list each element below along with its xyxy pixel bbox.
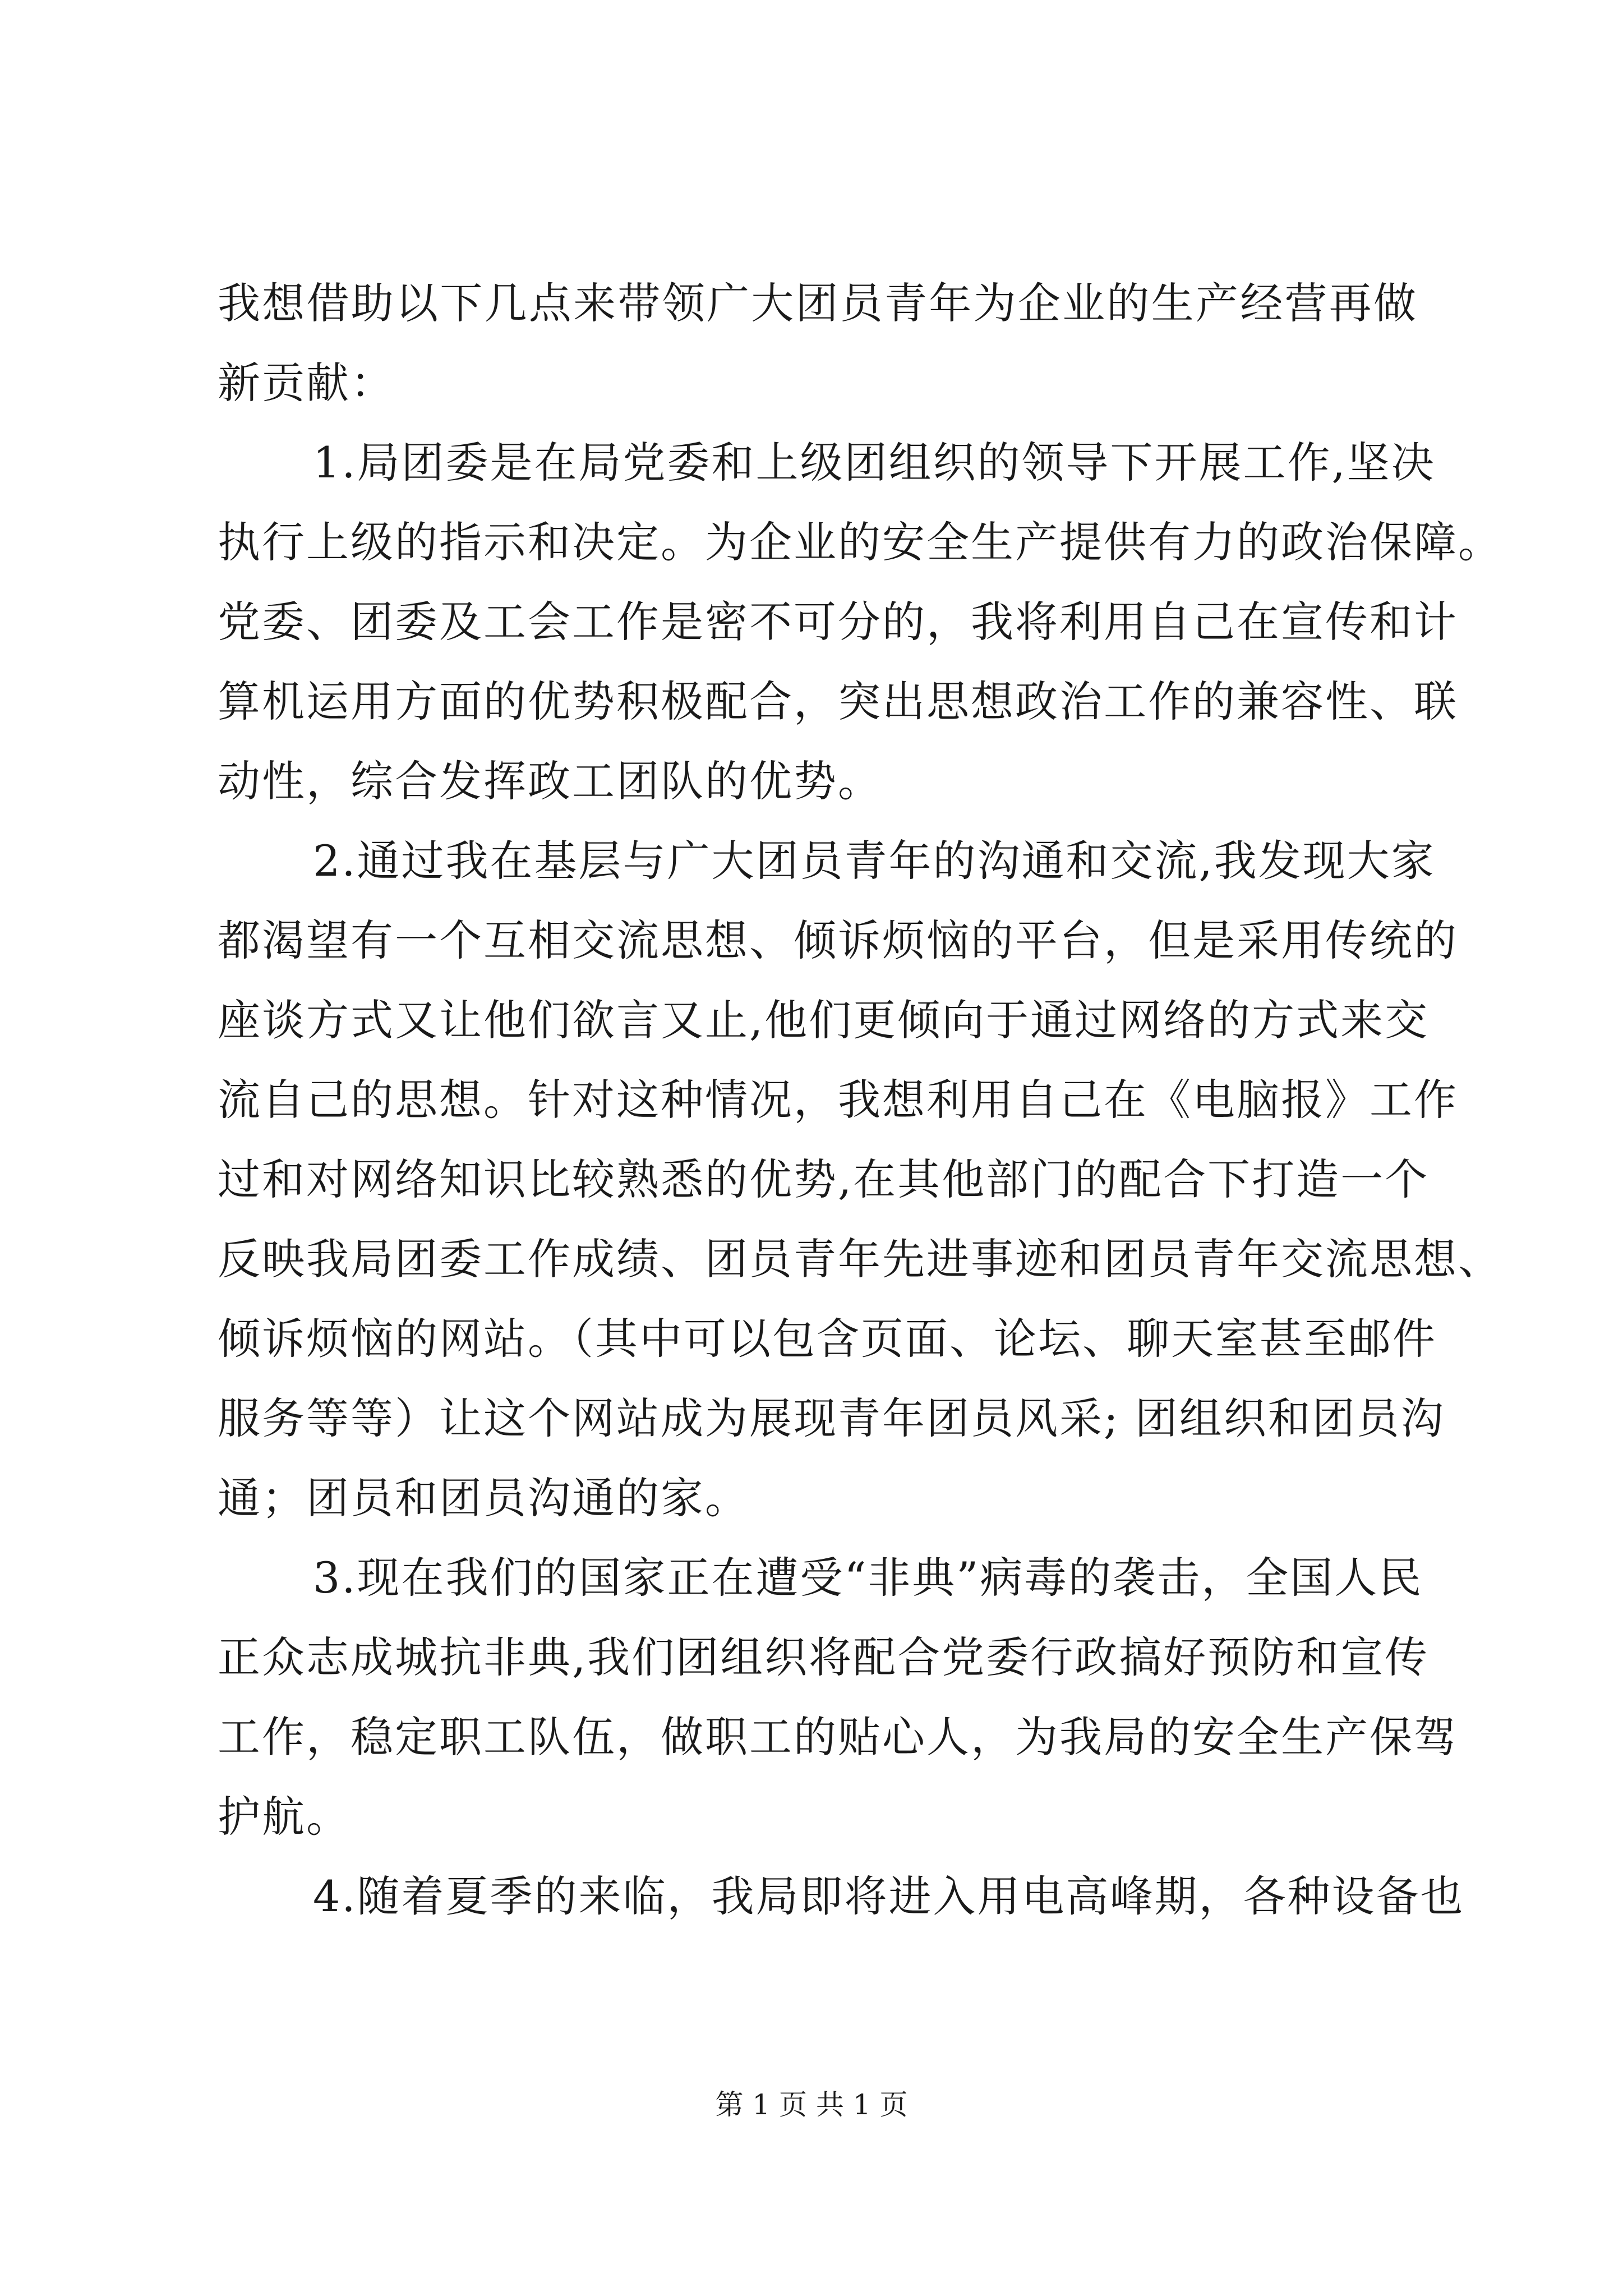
text-line: 都渴望有一个互相交流思想、倾诉烦恼的平台，但是采用传统的 [218,915,1458,965]
text-line: 3.现在我们的国家正在遭受“非典”病毒的袭击，全国人民 [313,1553,1423,1603]
text-line: 我想借助以下几点来带领广大团员青年为企业的生产经营再做 [218,278,1418,328]
text-line: 算机运用方面的优势积极配合，突出思想政治工作的兼容性、联 [218,677,1458,726]
text-line: 护航。 [218,1792,351,1842]
text-line: 工作，稳定职工队伍，做职工的贴心人，为我局的安全生产保驾 [218,1712,1458,1762]
text-line: 党委、团委及工会工作是密不可分的，我将利用自己在宣传和计 [218,597,1458,647]
text-line: 1.局团委是在局党委和上级团组织的领导下开展工作,坚决 [313,438,1436,487]
text-line: 新贡献： [218,358,395,408]
text-line: 4.随着夏季的来临，我局即将进入用电高峰期，各种设备也 [313,1871,1465,1921]
text-line: 正众志成城抗非典,我们团组织将配合党委行政搞好预防和宣传 [218,1632,1430,1682]
text-line: 过和对网络知识比较熟悉的优势,在其他部门的配合下打造一个 [218,1154,1430,1204]
text-line: 执行上级的指示和决定。为企业的安全生产提供有力的政治保障。 [218,517,1502,567]
text-line: 反映我局团委工作成绩、团员青年先进事迹和团员青年交流思想、 [218,1234,1502,1284]
text-line: 座谈方式又让他们欲言又止,他们更倾向于通过网络的方式来交 [218,995,1430,1045]
page-footer: 第 1 页 共 1 页 [715,2088,908,2121]
text-line: 流自己的思想。针对这种情况，我想利用自己在《电脑报》工作 [218,1075,1458,1125]
text-line: 通；团员和团员沟通的家。 [218,1473,749,1523]
text-line: 服务等等）让这个网站成为展现青年团员风采; 团组织和团员沟 [218,1393,1445,1443]
text-line: 倾诉烦恼的网站。（其中可以包含页面、论坛、聊天室甚至邮件 [218,1314,1437,1364]
text-line: 动性，综合发挥政工团队的优势。 [218,756,882,806]
text-line: 2.通过我在基层与广大团员青年的沟通和交流,我发现大家 [313,836,1436,886]
document-body [218,264,1502,1936]
